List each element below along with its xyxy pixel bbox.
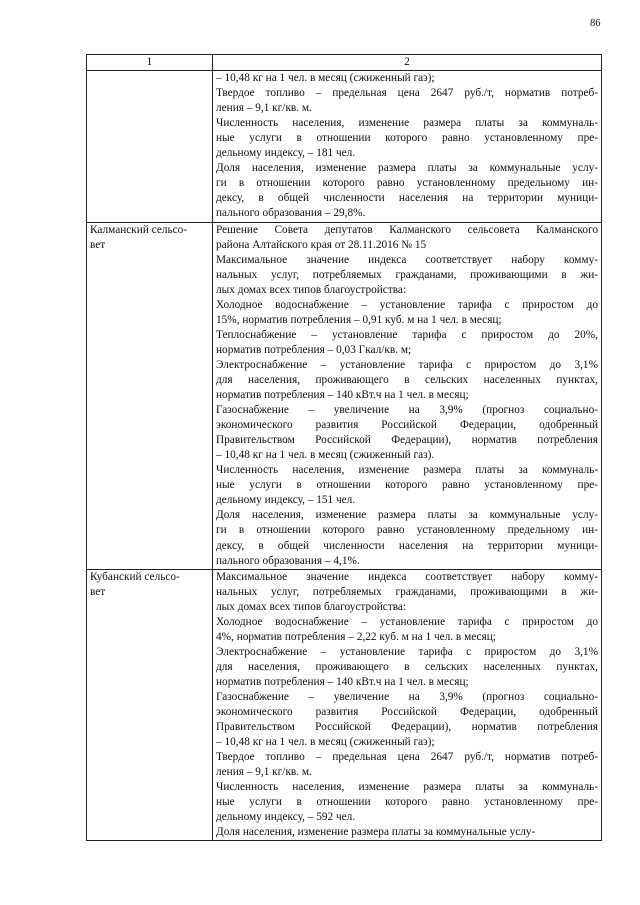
paragraph-line: ги в отношении которого равно установленному предельному ин- [216,177,598,190]
paragraph-line: пального образования – 4,1%. [216,554,360,567]
description-paragraph [216,328,598,358]
paragraph-line: Решение Совета депутатов Калманского сельсовета Калманского [216,223,598,236]
paragraph-line: Газоснабжение – увеличение на 3,9% (прогноз социально- [216,404,598,417]
description-paragraph [216,71,598,86]
settlement-name-cell [87,569,213,841]
settlement-name-line: вет [90,238,106,251]
paragraph-line: Правительством Российской Федерации), норматив потребления [216,434,598,447]
paragraph-line: Численность населения, изменение размера платы за коммуналь- [216,781,598,794]
description-paragraph [216,645,598,690]
paragraph-line: ги в отношении которого равно установленному предельному ин- [216,524,598,537]
paragraph-line: дексу, в общей численности населения на территории муници- [216,192,598,205]
description-cell [213,71,602,222]
settlement-name-cell [87,71,213,222]
paragraph-line: – 10,48 кг на 1 чел. в месяц (сжиженный газ); [216,72,435,85]
paragraph-line: Численность населения, изменение размера платы за коммуналь- [216,117,598,130]
settlement-name-line: Калманский сельсо- [90,223,188,236]
paragraph-line: Холодное водоснабжение – установление тарифа с приростом до [216,615,598,628]
paragraph-line: дельному индексу, – 151 чел. [216,494,356,507]
settlement-name-line: Кубанский сельсо- [90,570,180,583]
paragraph-line: Электроснабжение – установление тарифа с приростом до 3,1% [216,645,598,658]
document-table [86,54,602,841]
paragraph-line: для населения, проживающего в сельских населенных пунктах, [216,660,598,673]
paragraph-line: ные услуги в отношении которого равно установленному пре- [216,132,598,145]
description-paragraph [216,570,598,615]
paragraph-line: ные услуги в отношении которого равно установленному пре- [216,796,598,809]
description-paragraph [216,116,598,161]
paragraph-line: Твердое топливо – предельная цена 2647 руб./т, норматив потреб- [216,87,598,100]
paragraph-line: для населения, проживающего в сельских населенных пунктах, [216,373,598,386]
description-paragraph [216,780,598,825]
column-header-1: 1 [87,55,213,71]
table-header-row [87,55,602,71]
settlement-name-cell [87,222,213,569]
paragraph-line: района Алтайского края от 28.11.2016 № 15 [216,238,427,251]
paragraph-line: Электроснабжение – установление тарифа с приростом до 3,1% [216,358,598,371]
paragraph-line: Доля населения, изменение размера платы за коммунальные услу- [216,162,598,175]
table-row [87,569,602,841]
description-paragraph [216,615,598,645]
description-paragraph [216,161,598,221]
paragraph-line: нальных услуг, потребляемых гражданами, проживающими в жи- [216,268,598,281]
table-row [87,71,602,222]
paragraph-line: нальных услуг, потребляемых гражданами, проживающими в жи- [216,585,598,598]
paragraph-line: норматив потребления – 0,03 Гкал/кв. м; [216,343,412,356]
paragraph-line: лых домах всех типов благоустройства: [216,283,407,296]
paragraph-line: экономического развития Российской Федерации, одобренный [216,706,598,719]
page-number: 86 [590,18,601,29]
paragraph-line: Холодное водоснабжение – установление тарифа с приростом до [216,298,598,311]
paragraph-line: 15%, норматив потребления – 0,91 куб. м на 1 чел. в месяц; [216,313,502,326]
settlement-name-line: вет [90,585,106,598]
description-cell [213,569,602,841]
description-paragraph [216,86,598,116]
description-paragraph [216,358,598,403]
table-body [87,71,602,841]
paragraph-line: 4%, норматив потребления – 2,22 куб. м на 1 чел. в месяц; [216,630,496,643]
paragraph-line: Максимальное значение индекса соответствует набору комму- [216,570,598,583]
description-paragraph [216,223,598,253]
description-paragraph [216,403,598,463]
paragraph-line: дексу, в общей численности населения на территории муници- [216,539,598,552]
paragraph-line: ления – 9,1 кг/кв. м. [216,102,312,115]
description-paragraph [216,690,598,750]
paragraph-line: норматив потребления – 140 кВт.ч на 1 чел. в месяц; [216,675,469,688]
paragraph-line: – 10,48 кг на 1 чел. в месяц (сжиженный газ). [216,449,435,462]
paragraph-line: Теплоснабжение – установление тарифа с приростом до 20%, [216,328,598,341]
description-paragraph [216,750,598,780]
table-row [87,222,602,569]
paragraph-line: Максимальное значение индекса соответствует набору комму- [216,253,598,266]
paragraph-line: лых домах всех типов благоустройства: [216,600,407,613]
paragraph-line: норматив потребления – 140 кВт.ч на 1 чел. в месяц; [216,389,469,402]
paragraph-line: пального образования – 29,8%. [216,207,366,220]
column-header-2: 2 [213,55,602,71]
paragraph-line: Численность населения, изменение размера платы за коммуналь- [216,464,598,477]
paragraph-line: экономического развития Российской Федерации, одобренный [216,419,598,432]
paragraph-line: ные услуги в отношении которого равно установленному пре- [216,479,598,492]
paragraph-line: дельному индексу, – 592 чел. [216,811,356,824]
paragraph-line: – 10,48 кг на 1 чел. в месяц (сжиженный газ); [216,736,435,749]
paragraph-line: Доля населения, изменение размера платы за коммунальные услу- [216,509,598,522]
description-paragraph [216,508,598,568]
description-paragraph [216,463,598,508]
paragraph-line: дельному индексу, – 181 чел. [216,147,356,160]
paragraph-line: Твердое топливо – предельная цена 2647 руб./т, норматив потреб- [216,751,598,764]
description-paragraph [216,253,598,298]
paragraph-line: Газоснабжение – увеличение на 3,9% (прогноз социально- [216,690,598,703]
description-cell [213,222,602,569]
paragraph-line: ления – 9,1 кг/кв. м. [216,766,312,779]
paragraph-line: Доля населения, изменение размера платы за коммунальные услу- [216,826,536,839]
description-paragraph [216,825,598,840]
description-paragraph [216,298,598,328]
paragraph-line: Правительством Российской Федерации), норматив потребления [216,721,598,734]
